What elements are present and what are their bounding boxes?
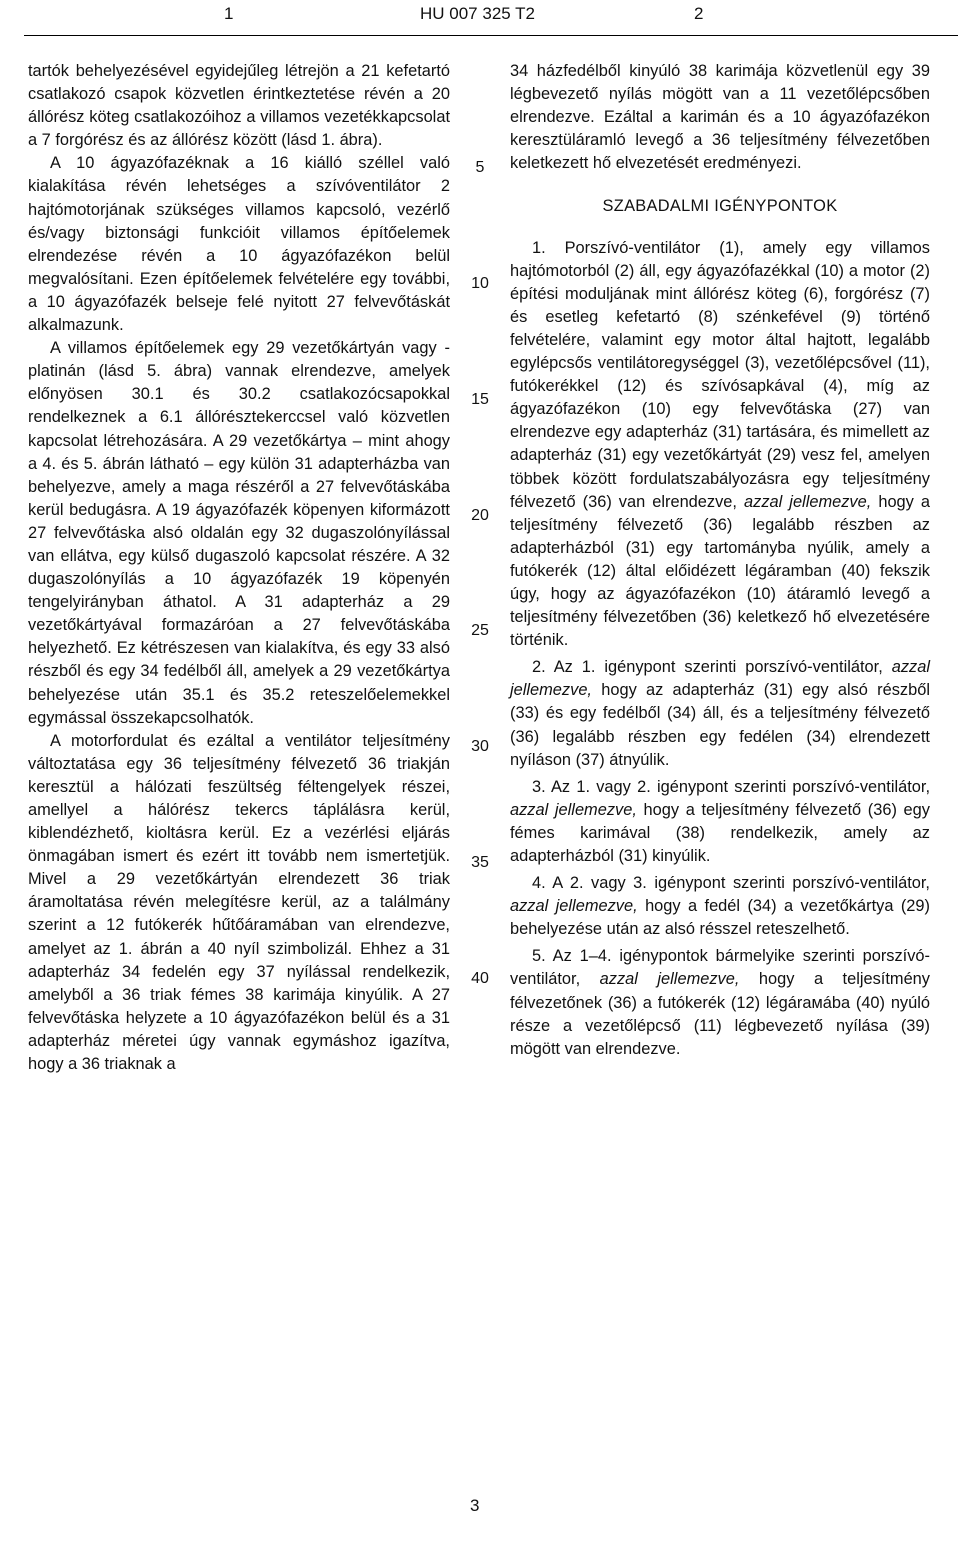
claim-text: hogy a fedél (34) a vezetőkártya (29) behelyezése után az alsó résszel reteszelhető. [510, 897, 930, 939]
claims-heading: SZABADALMI IGÉNYPONTOK [602, 197, 838, 216]
line-number: 15 [471, 391, 489, 408]
line-number: 10 [471, 275, 489, 292]
claim-paragraph [510, 237, 930, 653]
body-paragraph: 34 házfedélből kinyúló 38 karimája közvetlenül egy 39 légbevezető nyílás mögött van a 11 vezetőlépcsőben elrendezve. Ezáltal a karimán és a 10 ágyazófazékon keresztüláramló levegő a 36 teljesítmény félvezetőben keletkezett hő elvezetését eredményezi. [510, 62, 930, 173]
body-paragraph: tartók behelyezésével egyidejűleg létrejön a 21 kefetartó csatlakozó csapok közvetlen érintkeztetése révén a 20 állórész köteg csatlakozóihoz a villamos vezetékkapcsolat a 7 forgórész és az állórész között (lásd 1. ábra). [28, 62, 450, 150]
claim-emphasis: azzal jellemezve, [510, 658, 930, 700]
claim-emphasis: azzal jellemezve, [744, 492, 872, 511]
claim-text: hogy a teljesítmény félvezető (36) legalább részben az adapterházból (31) egy tartományba nyúlik, amely a futókerék (12) által előidézett légáramban (40) fekszik úgy, hogy az ágyazófazékon (10) átáramló levegő a teljesítmény félvezetőben (36) keletkező hő elvezetésére történik. [510, 492, 931, 650]
claim-paragraph [510, 656, 930, 771]
claim-paragraph [510, 872, 930, 941]
document-number: HU 007 325 T2 [420, 4, 535, 23]
claim-text: 5. Az 1–4. igénypontok bármelyike szerinti porszívó-ventilátor, [510, 947, 930, 989]
claim-paragraph [510, 945, 930, 1060]
left-column [28, 60, 450, 1076]
line-number: 5 [475, 159, 485, 176]
claim-emphasis: azzal jellemezve, [510, 800, 637, 819]
claim-text: hogy az adapterház (31) egy alsó részből (33) és egy fedélből (34) áll, és a teljesítmény félvezető (36) legalább részben egy fedélen (34) elrendezett nyíláson (37) átnyúlik. [510, 681, 930, 769]
claim-text: 2. Az 1. igénypont szerinti porszívó-ventilátor, [532, 658, 883, 677]
left-page-number: 1 [224, 4, 234, 23]
right-page-number: 2 [694, 4, 704, 23]
claim-emphasis: azzal jellemezve, [599, 970, 740, 989]
claim-text: 1. Porszívó-ventilátor (1), amely egy villamos hajtómotorból (2) áll, egy ágyazófazékkal (10) a motor (2) építési moduljának mint állórész köteg (6), forgórész (7) és esetleg kefetartó (8) szénkefével (9) történő felvételére, valamint egy motor által hajtott, legalább egylépcsős ventilátoregységgel (3), vezetőlépcsővel (11), futókerékkel (12) és szívósapkával (4), míg az ágyazófazékon (10) egy felvevőtáska (27) van elrendezve egy adapterház (31) tartására, és mimellett az adapterház (31) egy vezetőkártyát (29) vesz fel, amelyen többek között fordulatszabályozásra egy teljesítmény félvezető (36) van elrendezve, [510, 238, 930, 511]
claim-text: 4. A 2. vagy 3. igénypont szerinti porszívó-ventilátor, [532, 874, 930, 893]
claim-emphasis: azzal jellemezve, [510, 897, 638, 916]
body-paragraph: A villamos építőelemek egy 29 vezetőkártyán vagy -platinán (lásd 5. ábra) vannak elrendezve, amelyek előnyösen 30.1 és 30.2 csatlakozócsapokkal rendelkeznek a 6.1 állórésztekerccsel való közvetlen kapcsolat létrehozására. A 29 vezetőkártya – mint ahogy a 4. és 5. ábrán látható – egy külön 31 adapterházba van behelyezve, amely a maga részéről a 27 felvevőtáskába kerül bedugásra. A 19 ágyazófazék köpenyen kiformázott 27 felvevőtáska alsó oldalán egy 32 dugaszolónyílással van ellátva, egy külső dugaszoló kapcsolat részére. A 32 dugaszolónyílás a 10 ágyazófazék 19 köpenyén tengelyirányban áthatol. A 31 adapterház a 29 vezetőkártyával formazáróan a 27 felvevőtáskába helyezhető. Ez kétrészesen van kialakítva, és egy 33 alsó részből és egy 34 fedélből áll, amelyek a 29 vezetőkártya behelyezése után 35.1 és 35.2 reteszelőelemekkel egymással összekapcsolhatók. [28, 339, 450, 727]
line-number: 25 [471, 622, 489, 639]
claim-text: 3. Az 1. vagy 2. igénypont szerinti porszívó-ventilátor, [532, 777, 930, 796]
line-number: 30 [471, 738, 489, 755]
claim-text: hogy a teljesítmény félvezetőnek (36) a futókerék (12) légárамába (40) nyúló része a vezetőlépcső (11) légbevezető nyílása (39) mögött van elrendezve. [510, 970, 930, 1058]
claim-text: hogy a teljesítmény félvezető (36) egy fémes karimával (38) rendelkezik, amely az adapterházból (31) kinyúlik. [510, 800, 930, 865]
line-number: 40 [471, 970, 489, 987]
body-paragraph: A motorfordulat és ezáltal a ventilátor teljesítmény változtatása egy 36 teljesítmény félvezető 36 triakján keresztül a hálózati feszültség féltengelyek részei, amellyel a hálórész tekercs táplálásra kerül, kiblendézhető, kioltásra kerül. Ez a vezérlési eljárás önmagában ismert és ezért itt tovább nem ismertetjük. Mivel a 29 vezetőkártyán elrendezett 36 triak áramoltatása révén melegítésre kerül, az a találmány szerint a 12 futókerék hűtőáramában van elrendezve, amelyet az 1. ábrán a 40 nyíl szimbolizál. Ehhez a 31 adapterház 34 fedelén egy 37 nyílással rendelkezik, amelyből a 36 triak fémes 38 karimája kinyúlik. A 27 felvevőtáska helyzete a 10 ágyazófazékon belül és a 31 adapterház méretei úgy vannak egymáshoz igazítva, hogy a 36 triaknak a [28, 731, 450, 1074]
line-number-gutter [460, 0, 500, 1100]
line-number: 35 [471, 854, 489, 871]
right-column [510, 60, 930, 1061]
claim-paragraph [510, 776, 930, 868]
line-number: 20 [471, 507, 489, 524]
page-number: 3 [470, 1496, 480, 1515]
body-paragraph: A 10 ágyazófazéknak a 16 kiálló széllel való kialakítása révén lehetséges a szívóventilátor 2 hajtómotorjának szükséges villamos kapcsoló, vezérlő és/vagy biztonsági funkcióit villamos építőelemek elrendezése révén a 10 ágyazófazékon belül megvalósítani. Ezen építőelemek felvételére egy további, a 10 ágyazófazék belseje felé nyitott 27 felvevőtáskát alkalmazunk. [28, 154, 450, 335]
